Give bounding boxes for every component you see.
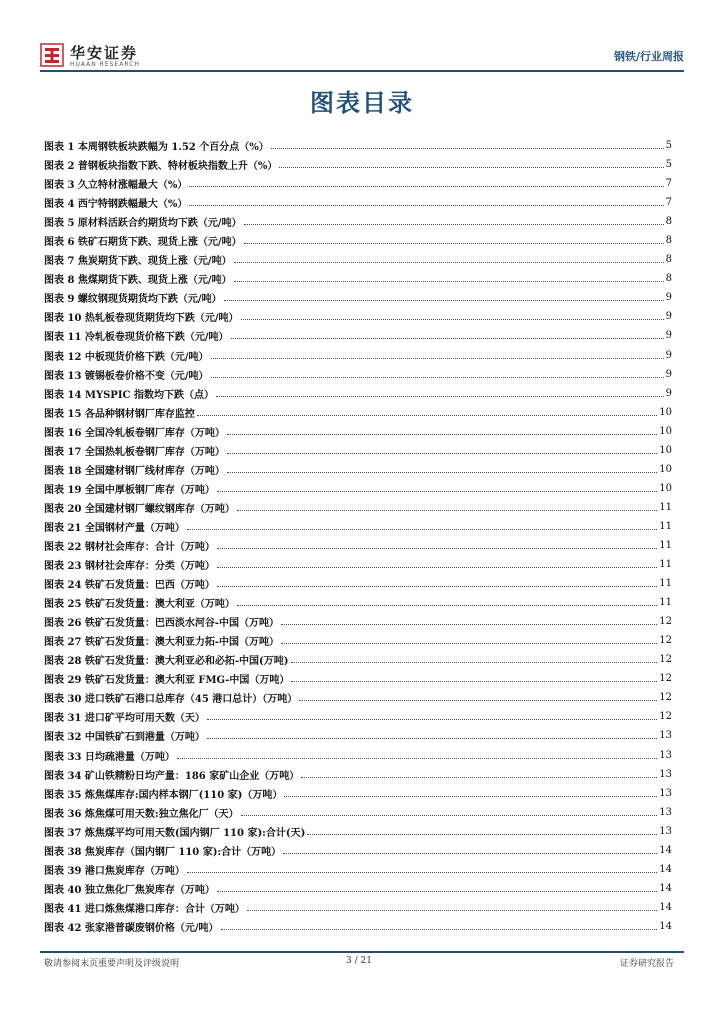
toc-entry-page: 13 [659, 806, 672, 818]
toc-dot-leader [189, 205, 663, 206]
toc-entry-label: 图表 26 铁矿石发货量：巴西淡水河谷-中国（万吨） [44, 618, 280, 630]
toc-dot-leader [244, 224, 664, 225]
toc-entry-label: 图表 30 进口铁矿石港口总库存（45 港口总计）（万吨） [44, 694, 298, 706]
toc-entry-label: 图表 12 中板现货价格下跌（元/吨） [44, 351, 209, 363]
toc-entry-label: 图表 20 全国建材钢厂螺纹钢库存（万吨） [44, 503, 235, 515]
toc-dot-leader [224, 300, 664, 301]
toc-dot-leader [234, 281, 664, 282]
toc-entry-page: 11 [659, 501, 672, 513]
toc-entry-page: 5 [665, 159, 672, 171]
toc-entry[interactable] [44, 803, 672, 822]
toc-entry[interactable] [44, 784, 672, 803]
toc-entry[interactable] [44, 441, 672, 460]
toc-entry[interactable] [44, 841, 672, 860]
toc-entry[interactable] [44, 707, 672, 726]
toc-entry-label: 图表 21 全国钢材产量（万吨） [44, 522, 185, 534]
toc-dot-leader [217, 586, 657, 587]
toc-entry[interactable] [44, 174, 672, 193]
toc-dot-leader [307, 834, 657, 835]
toc-entry-label: 图表 10 热轧板卷现货期货均下跌（元/吨） [44, 313, 239, 325]
toc-dot-leader [177, 758, 657, 759]
toc-entry[interactable] [44, 765, 672, 784]
toc-entry-page: 12 [659, 673, 672, 685]
toc-dot-leader [271, 148, 664, 149]
toc-entry[interactable] [44, 536, 672, 555]
toc-dot-leader [299, 700, 657, 701]
toc-dot-leader [283, 853, 657, 854]
toc-entry[interactable] [44, 155, 672, 174]
table-of-figures [44, 136, 672, 936]
toc-entry-label: 图表 40 独立焦化厂焦炭库存（万吨） [44, 884, 215, 896]
toc-entry-page: 13 [659, 787, 672, 799]
toc-entry[interactable] [44, 212, 672, 231]
toc-entry-page: 14 [659, 863, 672, 875]
toc-dot-leader [207, 738, 657, 739]
toc-entry[interactable] [44, 898, 672, 917]
huaan-logo-icon [40, 43, 64, 67]
toc-entry-label: 图表 37 炼焦煤平均可用天数(国内钢厂 110 家):合计(天) [44, 827, 306, 839]
toc-entry-page: 9 [665, 330, 672, 342]
toc-dot-leader [189, 186, 663, 187]
header-divider [40, 70, 684, 72]
toc-entry-label: 图表 22 钢材社会库存：合计（万吨） [44, 542, 215, 553]
toc-entry[interactable] [44, 555, 672, 574]
logo-chinese-name: 华安证券 [70, 44, 139, 62]
toc-entry-page: 13 [659, 768, 672, 780]
toc-entry-label: 图表 33 日均疏港量（万吨） [44, 751, 175, 763]
toc-dot-leader [237, 605, 657, 606]
toc-entry-page: 9 [665, 387, 672, 399]
toc-entry[interactable] [44, 136, 672, 155]
toc-entry-label: 图表 41 进口炼焦煤港口库存：合计（万吨） [44, 903, 245, 915]
toc-entry-page: 14 [659, 901, 672, 913]
toc-entry-label: 图表 16 全国冷轧板卷钢厂库存（万吨） [44, 427, 225, 439]
report-category: 钢铁/行业周报 [613, 50, 684, 63]
toc-entry-label: 图表 34 矿山铁精粉日均产量：186 家矿山企业（万吨） [44, 770, 300, 782]
toc-entry[interactable] [44, 879, 672, 898]
footer-disclaimer: 敬请参阅末页重要声明及评级说明 [44, 959, 180, 969]
toc-dot-leader [241, 815, 658, 816]
toc-entry-label: 图表 18 全国建材钢厂线材库存（万吨） [44, 465, 225, 477]
toc-entry[interactable] [44, 517, 672, 536]
toc-entry[interactable] [44, 250, 672, 269]
toc-entry[interactable] [44, 822, 672, 841]
toc-dot-leader [197, 415, 657, 416]
toc-entry-page: 11 [659, 540, 672, 551]
toc-entry-label: 图表 4 西宁特钢跌幅最大（%） [44, 199, 188, 211]
toc-entry-page: 12 [659, 711, 672, 723]
toc-entry-page: 9 [665, 292, 672, 304]
company-logo [40, 40, 160, 72]
toc-entry[interactable] [44, 326, 672, 345]
logo-english-name: HUAAN RESEARCH [70, 61, 140, 68]
toc-entry[interactable] [44, 460, 672, 479]
toc-entry-page: 5 [665, 140, 672, 152]
toc-dot-leader [227, 453, 657, 454]
toc-dot-leader [231, 338, 664, 339]
toc-entry-page: 11 [659, 578, 672, 590]
toc-entry-label: 图表 8 焦煤期货下跌、现货上涨（元/吨） [44, 275, 232, 287]
toc-entry[interactable] [44, 612, 672, 631]
toc-entry-label: 图表 7 焦炭期货下跌、现货上涨（元/吨） [44, 256, 232, 268]
toc-entry-page: 10 [659, 463, 672, 475]
toc-dot-leader [227, 472, 657, 473]
toc-entry-page: 14 [659, 920, 672, 932]
toc-entry-page: 14 [659, 882, 672, 894]
toc-entry[interactable] [44, 574, 672, 593]
toc-entry-label: 图表 5 原材料活跃合约期货均下跌（元/吨） [44, 218, 242, 230]
toc-dot-leader [291, 662, 658, 663]
toc-entry[interactable] [44, 746, 672, 765]
toc-entry-page: 9 [665, 349, 672, 361]
toc-entry[interactable] [44, 403, 672, 422]
toc-entry-page: 12 [659, 616, 672, 628]
toc-entry-page: 11 [659, 520, 672, 532]
toc-entry[interactable] [44, 193, 672, 212]
toc-entry-page: 10 [659, 482, 672, 494]
toc-entry[interactable] [44, 307, 672, 326]
toc-entry[interactable] [44, 688, 672, 707]
toc-entry-page: 10 [659, 406, 672, 418]
toc-entry[interactable] [44, 669, 672, 688]
toc-entry-page: 12 [659, 635, 672, 647]
toc-dot-leader [301, 777, 657, 778]
toc-entry-page: 13 [659, 825, 672, 837]
toc-entry-page: 13 [659, 749, 672, 761]
toc-entry[interactable] [44, 479, 672, 498]
toc-entry-label: 图表 6 铁矿石期货下跌、现货上涨（元/吨） [44, 237, 242, 249]
toc-entry-page: 9 [665, 368, 672, 380]
toc-dot-leader [187, 872, 657, 873]
toc-entry-page: 8 [665, 273, 672, 285]
toc-entry[interactable] [44, 384, 672, 403]
toc-entry-page: 12 [659, 692, 672, 704]
toc-entry[interactable] [44, 422, 672, 441]
toc-entry[interactable] [44, 917, 672, 936]
toc-entry-label: 图表 19 全国中厚板钢厂库存（万吨） [44, 484, 215, 496]
toc-dot-leader [207, 719, 657, 720]
toc-entry-label: 图表 3 久立特材涨幅最大（%） [44, 180, 188, 192]
page-footer [44, 956, 674, 972]
toc-entry-label: 图表 28 铁矿石发货量：澳大利亚必和必拓-中国(万吨) [44, 656, 289, 668]
toc-dot-leader [217, 491, 657, 492]
toc-entry[interactable] [44, 365, 672, 384]
toc-entry-label: 图表 38 焦炭库存（国内钢厂 110 家):合计（万吨） [44, 846, 282, 858]
toc-dot-leader [221, 929, 658, 930]
toc-entry-label: 图表 9 螺纹钢现货期货均下跌（元/吨） [44, 294, 222, 306]
toc-entry-label: 图表 35 炼焦煤库存:国内样本钢厂(110 家)（万吨） [44, 789, 283, 801]
toc-entry-label: 图表 29 铁矿石发货量：澳大利亚 FMG-中国（万吨） [44, 675, 290, 687]
toc-entry-page: 7 [665, 197, 672, 209]
toc-dot-leader [217, 567, 657, 568]
toc-entry[interactable] [44, 631, 672, 650]
toc-entry-page: 12 [659, 654, 672, 666]
toc-entry[interactable] [44, 288, 672, 307]
toc-dot-leader [216, 396, 664, 397]
toc-entry-label: 图表 13 镀锡板卷价格不变（元/吨） [44, 370, 209, 382]
page-number: 3 / 21 [346, 956, 372, 966]
toc-entry-label: 图表 32 中国铁矿石到港量（万吨） [44, 732, 205, 744]
toc-entry-label: 图表 36 炼焦煤可用天数:独立焦化厂（天） [44, 808, 239, 820]
toc-dot-leader [281, 643, 657, 644]
toc-dot-leader [284, 796, 657, 797]
toc-dot-leader [211, 358, 664, 359]
toc-entry[interactable] [44, 346, 672, 365]
toc-dot-leader [211, 377, 664, 378]
toc-dot-leader [244, 243, 664, 244]
toc-entry-page: 10 [659, 425, 672, 437]
toc-entry-page: 8 [665, 254, 672, 266]
toc-entry-page: 8 [665, 216, 672, 228]
toc-dot-leader [217, 548, 657, 549]
toc-entry-page: 11 [659, 559, 672, 571]
toc-entry-page: 10 [659, 444, 672, 456]
toc-dot-leader [217, 891, 657, 892]
footer-report-type: 证券研究报告 [619, 959, 674, 969]
toc-entry-label: 图表 24 铁矿石发货量：巴西（万吨） [44, 580, 215, 592]
toc-dot-leader [234, 262, 664, 263]
toc-entry-label: 图表 42 张家港普碳废钢价格（元/吨） [44, 922, 219, 934]
toc-entry[interactable] [44, 231, 672, 250]
toc-entry[interactable] [44, 593, 672, 612]
toc-entry[interactable] [44, 498, 672, 517]
toc-entry-label: 图表 27 铁矿石发货量：澳大利亚力拓-中国（万吨） [44, 637, 280, 649]
toc-entry[interactable] [44, 269, 672, 288]
toc-dot-leader [187, 529, 657, 530]
toc-entry-page: 9 [665, 311, 672, 323]
toc-dot-leader [237, 510, 657, 511]
toc-entry[interactable] [44, 726, 672, 745]
toc-entry-label: 图表 31 进口矿平均可用天数（天） [44, 713, 205, 725]
toc-dot-leader [291, 681, 657, 682]
toc-entry-label: 图表 1 本周钢铁板块跌幅为 1.52 个百分点（%） [44, 142, 269, 154]
toc-dot-leader [227, 434, 657, 435]
toc-entry-label: 图表 2 普钢板块指数下跌、特材板块指数上升（%） [44, 161, 278, 173]
toc-entry[interactable] [44, 650, 672, 669]
toc-entry-page: 11 [659, 597, 672, 609]
toc-entry-label: 图表 23 钢材社会库存：分类（万吨） [44, 561, 215, 573]
toc-entry-page: 7 [665, 178, 672, 190]
page-header [40, 40, 684, 72]
page-title: 图表目录 [310, 88, 414, 117]
footer-divider [40, 951, 684, 953]
toc-entry-label: 图表 11 冷轧板卷现货价格下跌（元/吨） [44, 332, 229, 344]
toc-entry-label: 图表 39 港口焦炭库存（万吨） [44, 865, 185, 877]
toc-entry-label: 图表 25 铁矿石发货量：澳大利亚（万吨） [44, 599, 235, 611]
toc-dot-leader [241, 319, 664, 320]
toc-entry[interactable] [44, 860, 672, 879]
toc-entry-page: 14 [659, 844, 672, 856]
toc-entry-label: 图表 15 各品种钢材钢厂库存监控 [44, 408, 195, 420]
toc-dot-leader [279, 167, 663, 168]
toc-entry-page: 13 [659, 730, 672, 742]
toc-entry-label: 图表 14 MYSPIC 指数均下跌（点） [44, 389, 214, 401]
toc-dot-leader [247, 910, 657, 911]
toc-dot-leader [281, 624, 657, 625]
toc-entry-page: 8 [665, 235, 672, 247]
toc-entry-label: 图表 17 全国热轧板卷钢厂库存（万吨） [44, 446, 225, 458]
